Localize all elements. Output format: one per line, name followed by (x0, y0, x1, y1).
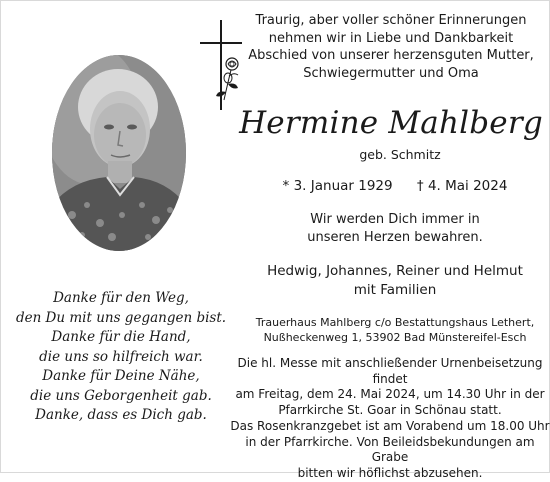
poem-line: Danke, dass es Dich gab. (35, 407, 207, 423)
cross-with-rose-icon (198, 20, 246, 110)
address-line: Trauerhaus Mahlberg c/o Bestattungshaus Lethert, (255, 316, 535, 329)
mourners-line: mit Familien (353, 282, 437, 298)
service-line: am Freitag, dem 24. Mai 2024, um 14.30 Uhr in der (235, 387, 545, 402)
deceased-name: Hermine Mahlberg (239, 105, 543, 141)
service-notice (230, 356, 550, 482)
life-dates (250, 178, 540, 194)
poem-line: Danke für die Hand, (51, 329, 191, 345)
poem-line: den Du mit uns gegangen bist. (15, 309, 227, 326)
intro-line: Abschied von unserer herzensguten Mutter, (248, 48, 534, 63)
memory-line: Wir werden Dich immer in (310, 212, 480, 227)
death-date: † 4. Mai 2024 (416, 178, 508, 194)
mourners-line: Hedwig, Johannes, Reiner und Helmut (267, 263, 523, 279)
service-line: bitten wir höflichst abzusehen. (297, 465, 483, 480)
birth-name: geb. Schmitz (359, 147, 441, 162)
address-line: Nußheckenweg 1, 53902 Bad Münstereifel-Esch (263, 331, 527, 344)
memory-text (250, 211, 540, 247)
memory-line: unseren Herzen bewahren. (307, 230, 483, 245)
intro-line: Traurig, aber voller schöner Erinnerungen (255, 13, 527, 28)
intro-text (246, 12, 536, 82)
service-line: Die hl. Messe mit anschließender Urnenbeisetzung findet (237, 356, 543, 386)
intro-line: Schwiegermutter und Oma (303, 65, 479, 81)
funeral-home-address (250, 315, 540, 345)
poem-line: Danke für den Weg, (53, 290, 189, 306)
intro-line: nehmen wir in Liebe und Dankbarkeit (268, 30, 514, 46)
poem (8, 289, 234, 426)
portrait-photo (52, 55, 186, 251)
poem-line: die uns so hilfreich war. (39, 348, 203, 365)
service-line: in der Pfarrkirche. Von Beileidsbekundungen am Grabe (245, 434, 535, 465)
birth-date: * 3. Januar 1929 (282, 178, 393, 194)
service-line: Das Rosenkranzgebet ist am Vorabend um 18.00 Uhr (230, 418, 550, 433)
mourners (250, 262, 540, 300)
service-line: Pfarrkirche St. Goar in Schönau statt. (278, 403, 502, 418)
poem-line: Danke für Deine Nähe, (42, 368, 200, 384)
poem-line: die uns Geborgenheit gab. (30, 387, 212, 404)
